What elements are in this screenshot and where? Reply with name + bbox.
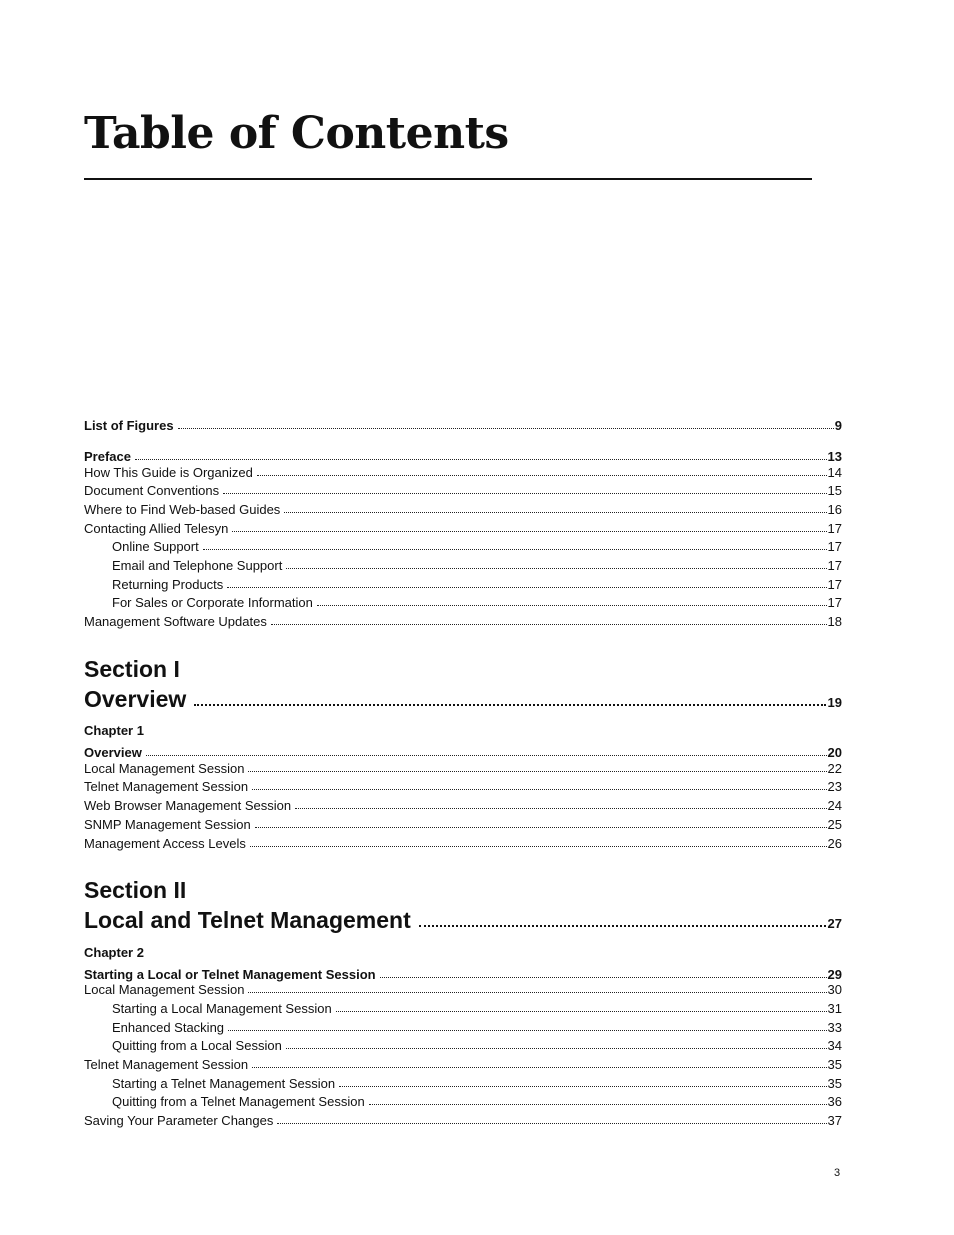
page-ref: 19 <box>827 695 842 710</box>
toc-entry-local-mgmt[interactable]: Local Management Session 22 <box>84 761 842 776</box>
dot-leader <box>286 560 826 570</box>
page-ref: 17 <box>827 577 842 592</box>
page-ref: 36 <box>827 1094 842 1109</box>
dot-leader <box>227 579 826 589</box>
page-ref: 18 <box>827 614 842 629</box>
toc-entry-sales-info[interactable]: For Sales or Corporate Information 17 <box>112 595 842 610</box>
dot-leader <box>228 1022 827 1032</box>
toc-entry-email-phone-support[interactable]: Email and Telephone Support 17 <box>112 558 842 573</box>
toc-entry-starting-telnet[interactable]: Starting a Telnet Management Session 35 <box>112 1076 842 1091</box>
dot-leader <box>277 1115 826 1125</box>
dot-leader <box>295 800 826 810</box>
dot-leader <box>255 819 827 829</box>
toc-entry-telnet-mgmt-2[interactable]: Telnet Management Session 35 <box>84 1057 842 1072</box>
toc-entry-how-guide-organized[interactable]: How This Guide is Organized 14 <box>84 465 842 480</box>
toc-entry-preface[interactable]: Preface 13 <box>84 449 842 464</box>
page-ref: 26 <box>827 836 842 851</box>
toc-entry-overview[interactable]: Overview 20 <box>84 745 842 760</box>
page-ref: 9 <box>834 418 842 433</box>
page-ref: 35 <box>827 1057 842 1072</box>
toc-entry-document-conventions[interactable]: Document Conventions 15 <box>84 483 842 498</box>
dot-leader <box>146 747 827 757</box>
dot-leader <box>248 984 826 994</box>
page-ref: 17 <box>827 595 842 610</box>
page-ref: 17 <box>827 539 842 554</box>
toc-entry-starting-session[interactable]: Starting a Local or Telnet Management Session 29 <box>84 967 842 982</box>
toc-entry-online-support[interactable]: Online Support 17 <box>112 539 842 554</box>
toc-entry-enhanced-stacking[interactable]: Enhanced Stacking 33 <box>112 1020 842 1035</box>
page-ref: 31 <box>827 1001 842 1016</box>
dot-leader <box>380 969 827 979</box>
page-ref: 27 <box>827 916 842 931</box>
toc-entry-saving-params[interactable]: Saving Your Parameter Changes 37 <box>84 1113 842 1128</box>
section-label: Section II <box>84 877 187 903</box>
page-ref: 15 <box>827 483 842 498</box>
dot-leader <box>419 916 826 928</box>
dot-leader <box>339 1078 826 1088</box>
dot-leader <box>252 1059 826 1069</box>
page-ref: 23 <box>827 779 842 794</box>
page-ref: 34 <box>827 1038 842 1053</box>
dot-leader <box>271 616 827 626</box>
dot-leader <box>194 695 825 707</box>
toc-entry-list-of-figures[interactable]: List of Figures 9 <box>84 418 842 433</box>
dot-leader <box>232 523 826 533</box>
chapter-label: Chapter 2 <box>84 945 144 960</box>
section-label: Section I <box>84 656 180 682</box>
toc-entry-access-levels[interactable]: Management Access Levels 26 <box>84 836 842 851</box>
dot-leader <box>286 1040 827 1050</box>
page-ref: 24 <box>827 798 842 813</box>
toc-entry-web-mgmt[interactable]: Web Browser Management Session 24 <box>84 798 842 813</box>
page-number: 3 <box>834 1167 841 1179</box>
page-ref: 37 <box>827 1113 842 1128</box>
toc-entry-starting-local[interactable]: Starting a Local Management Session 31 <box>112 1001 842 1016</box>
page-ref: 30 <box>827 982 842 997</box>
dot-leader <box>317 597 827 607</box>
page-ref: 17 <box>827 558 842 573</box>
toc-entry-quitting-telnet[interactable]: Quitting from a Telnet Management Session 36 <box>112 1094 842 1109</box>
page-ref: 22 <box>827 761 842 776</box>
toc-entry-returning-products[interactable]: Returning Products 17 <box>112 577 842 592</box>
toc-entry-snmp-mgmt[interactable]: SNMP Management Session 25 <box>84 817 842 832</box>
dot-leader <box>135 451 827 461</box>
toc-section-local-telnet[interactable]: Local and Telnet Management 27 <box>84 907 842 933</box>
toc-entry-local-mgmt-2[interactable]: Local Management Session 30 <box>84 982 842 997</box>
dot-leader <box>252 781 826 791</box>
toc-entry-where-find-guides[interactable]: Where to Find Web-based Guides 16 <box>84 502 842 517</box>
page-ref: 17 <box>827 521 842 536</box>
title-rule <box>84 178 812 180</box>
dot-leader <box>203 541 827 551</box>
dot-leader <box>248 763 826 773</box>
page-ref: 33 <box>827 1020 842 1035</box>
dot-leader <box>250 838 827 848</box>
dot-leader <box>257 467 827 477</box>
dot-leader <box>336 1003 827 1013</box>
page-ref: 25 <box>827 817 842 832</box>
toc-entry-mgmt-software-updates[interactable]: Management Software Updates 18 <box>84 614 842 629</box>
page-ref: 16 <box>827 502 842 517</box>
dot-leader <box>369 1096 827 1106</box>
toc-section-overview[interactable]: Overview 19 <box>84 686 842 712</box>
dot-leader <box>284 504 826 514</box>
toc-entry-quitting-local[interactable]: Quitting from a Local Session 34 <box>112 1038 842 1053</box>
page-title: Table of Contents <box>84 108 509 159</box>
toc-entry-telnet-mgmt[interactable]: Telnet Management Session 23 <box>84 779 842 794</box>
dot-leader <box>178 420 834 430</box>
page-ref: 13 <box>827 449 842 464</box>
chapter-label: Chapter 1 <box>84 723 144 738</box>
page-ref: 29 <box>827 967 842 982</box>
page-ref: 35 <box>827 1076 842 1091</box>
dot-leader <box>223 485 826 495</box>
toc-entry-contacting-allied[interactable]: Contacting Allied Telesyn 17 <box>84 521 842 536</box>
page-ref: 14 <box>827 465 842 480</box>
page-ref: 20 <box>827 745 842 760</box>
